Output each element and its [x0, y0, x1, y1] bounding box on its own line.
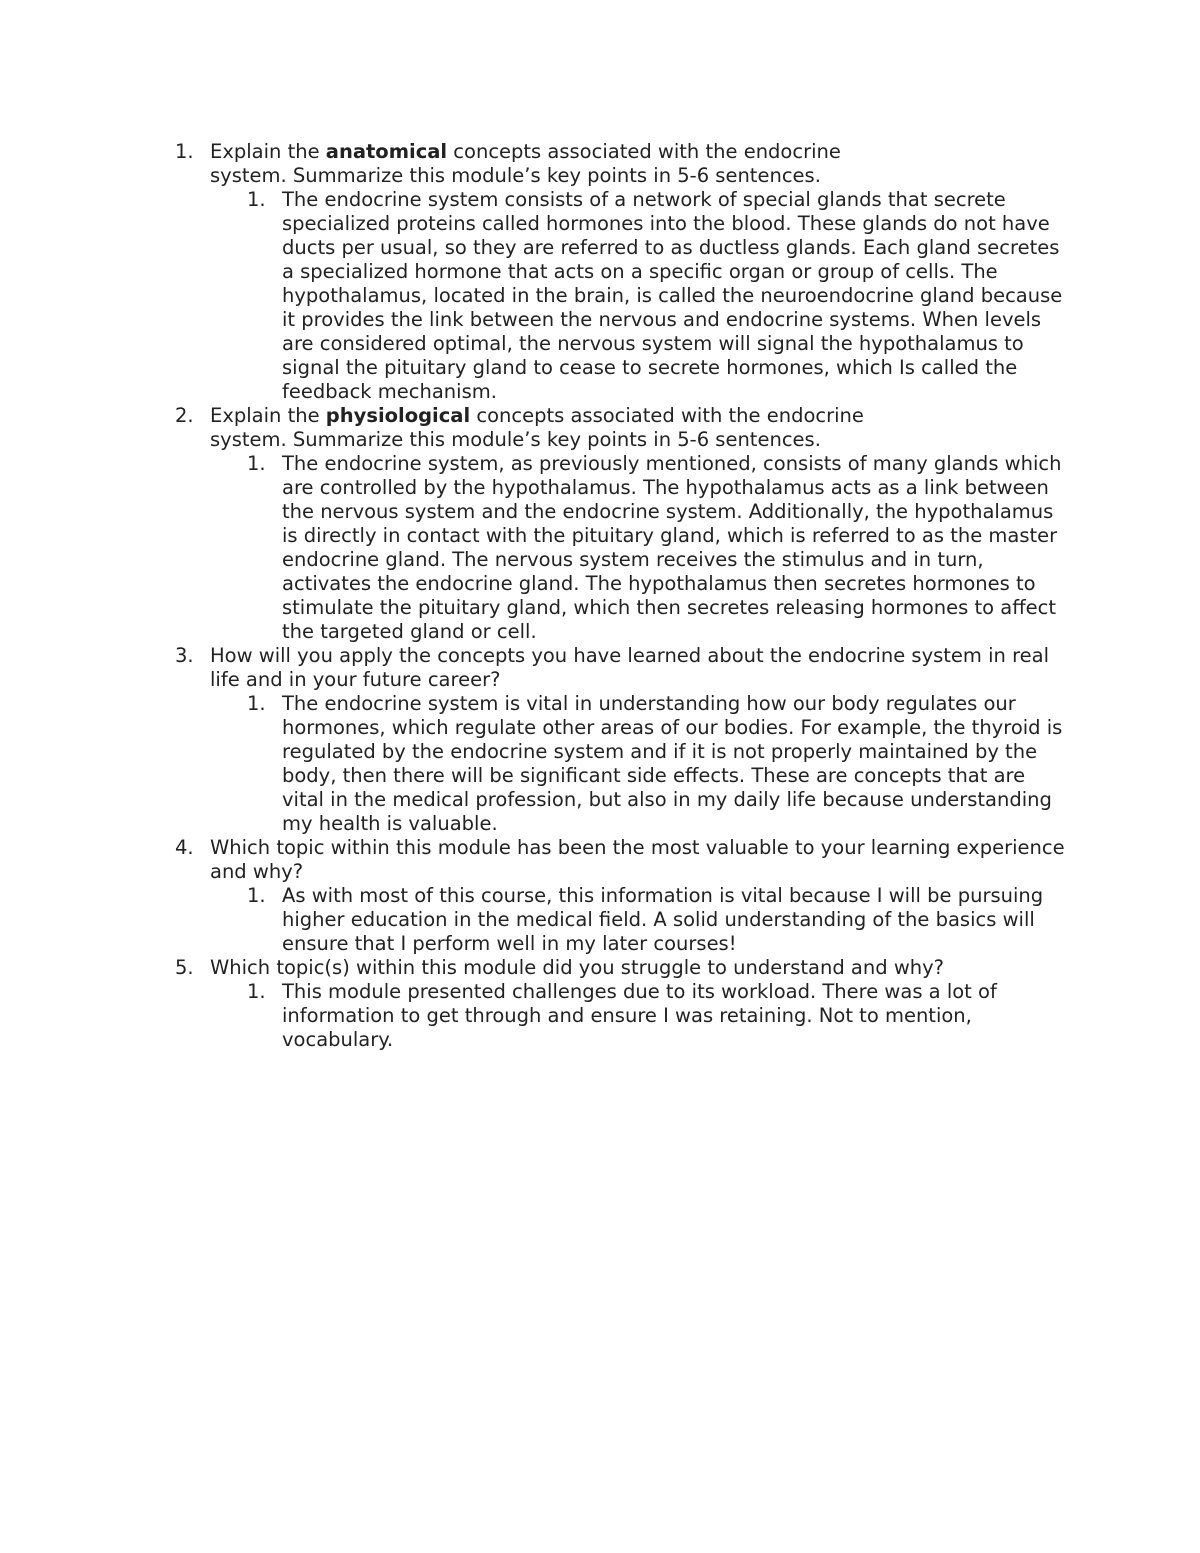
- answer-item: [247, 692, 1070, 836]
- answer-item: [247, 452, 1070, 644]
- question-item-5: [175, 956, 1070, 1052]
- question-item-3: [175, 644, 1070, 836]
- question-item-1: [175, 140, 1070, 404]
- answer-list: [210, 452, 1070, 644]
- question-suffix: concepts associated with the endocrine: [447, 140, 841, 163]
- answer-item: [247, 884, 1070, 956]
- question-bold-term: anatomical: [325, 140, 448, 163]
- question-number: 3.: [175, 644, 194, 667]
- question-text: Which topic within this module has been the most valuable to your learning experience and why?: [210, 836, 1065, 883]
- question-line-1: [210, 404, 1070, 428]
- answer-number: 1.: [247, 452, 266, 475]
- question-prefix: Explain the: [210, 404, 326, 427]
- question-text: [210, 140, 1070, 188]
- answer-item: [247, 188, 1070, 404]
- answer-list: [210, 188, 1070, 404]
- question-item-4: [175, 836, 1070, 956]
- question-text: [210, 404, 1070, 452]
- question-item-2: [175, 404, 1070, 644]
- question-number: 2.: [175, 404, 194, 427]
- question-suffix: concepts associated with the endocrine: [470, 404, 864, 427]
- answer-text: The endocrine system is vital in understanding how our body regulates our hormones, which regulate other areas of our bodies. For example, the thyroid is regulated by the endocrine system and if it is not properly maintained by the body, then there will be significant side effects. These are concepts that are vital in the medical profession, but also in my daily life because understanding my health is valuable.: [282, 692, 1063, 835]
- answer-list: [210, 980, 1070, 1052]
- answer-text: The endocrine system consists of a network of special glands that secrete specialized proteins called hormones into the blood. These glands do not have ducts per usual, so they are referred to as ductless glands. Each gland secretes a specialized hormone that acts on a specific organ or group of cells. The hypothalamus, located in the brain, is called the neuroendocrine gland because it provides the link between the nervous and endocrine systems. When levels are considered optimal, the nervous system will signal the hypothalamus to signal the pituitary gland to cease to secrete hormones, which Is called the feedback mechanism.: [282, 188, 1063, 403]
- answer-number: 1.: [247, 980, 266, 1003]
- answer-text: The endocrine system, as previously mentioned, consists of many glands which are controlled by the hypothalamus. The hypothalamus acts as a link between the nervous system and the endocrine system. Additionally, the hypothalamus is directly in contact with the pituitary gland, which is referred to as the master endocrine gland. The nervous system receives the stimulus and in turn, activates the endocrine gland. The hypothalamus then secretes hormones to stimulate the pituitary gland, which then secretes releasing hormones to affect the targeted gland or cell.: [282, 452, 1062, 643]
- question-number: 5.: [175, 956, 194, 979]
- question-bold-term: physiological: [325, 404, 471, 427]
- question-text: Which topic(s) within this module did you struggle to understand and why?: [210, 956, 945, 979]
- answer-list: [210, 884, 1070, 956]
- question-prefix: Explain the: [210, 140, 326, 163]
- answer-text: This module presented challenges due to its workload. There was a lot of information to get through and ensure I was retaining. Not to mention, vocabulary.: [282, 980, 997, 1051]
- question-text: How will you apply the concepts you have learned about the endocrine system in real life and in your future career?: [210, 644, 1050, 691]
- question-line-2: system. Summarize this module’s key points in 5-6 sentences.: [210, 428, 821, 451]
- question-line-1: [210, 140, 1070, 164]
- question-number: 1.: [175, 140, 194, 163]
- question-list: [175, 140, 1070, 1052]
- answer-text: As with most of this course, this information is vital because I will be pursuing higher education in the medical field. A solid understanding of the basics will ensure that I perform well in my later courses!: [282, 884, 1044, 955]
- answer-number: 1.: [247, 188, 266, 211]
- question-line-2: system. Summarize this module’s key points in 5-6 sentences.: [210, 164, 821, 187]
- answer-number: 1.: [247, 884, 266, 907]
- answer-list: [210, 692, 1070, 836]
- question-number: 4.: [175, 836, 194, 859]
- answer-number: 1.: [247, 692, 266, 715]
- answer-item: [247, 980, 1070, 1052]
